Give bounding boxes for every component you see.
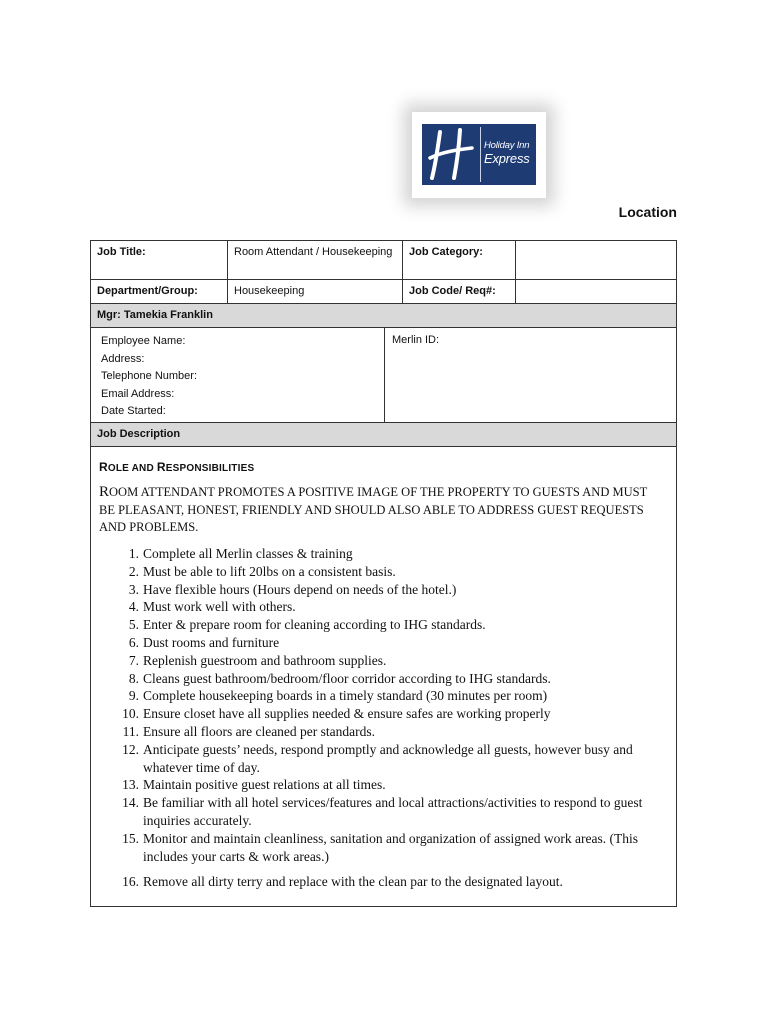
department-label: Department/Group: [97, 285, 198, 297]
duty-text: Ensure closet have all supplies needed & ensure safes are working properly [143, 706, 551, 722]
duty-item [99, 563, 671, 581]
duty-item [99, 670, 671, 688]
job-code-value [515, 280, 676, 303]
duty-number: 2. [128, 563, 139, 579]
manager-label: Mgr: Tamekia Franklin [97, 309, 213, 321]
duty-number: 6. [128, 634, 139, 650]
holiday-inn-express-logo [422, 124, 536, 185]
h-monogram-icon [426, 128, 478, 182]
intro-rest: OOM ATTENDANT PROMOTES A POSITIVE IMAGE OF THE PROPERTY TO GUESTS AND MUST BE PLEASANT, HONEST, FRIENDLY AND SHOULD ALSO ABLE TO ADDRESS GUEST REQUESTS AND PROBLEMS. [99, 485, 647, 534]
row-employee [91, 328, 676, 423]
duty-number: 14. [122, 795, 139, 811]
duty-number: 10. [122, 706, 139, 722]
logo-divider [480, 127, 481, 182]
employee-name-label: Employee Name: [101, 335, 186, 347]
duty-text: Complete all Merlin classes & training [143, 546, 353, 561]
address-label: Address: [101, 352, 145, 365]
duty-text: Replenish guestroom and bathroom supplies. [143, 652, 387, 668]
duty-number: 13. [122, 777, 139, 793]
duty-text: Enter & prepare room for cleaning according to IHG standards. [143, 617, 486, 633]
duty-text: Remove all dirty terry and replace with the clean par to the designated layout. [143, 874, 563, 890]
duty-item [99, 687, 671, 705]
role-title-cap-a: R [99, 460, 108, 474]
duty-text: Cleans guest bathroom/bedroom/floor corridor according to IHG standards. [143, 670, 551, 686]
duty-item [99, 723, 671, 741]
duty-number: 5. [128, 617, 139, 633]
duty-number: 9. [128, 688, 139, 704]
duty-number: 12. [122, 741, 139, 757]
duty-text: Must work well with others. [143, 599, 296, 615]
duty-text: Be familiar with all hotel services/features and local attractions/activities to respond to guest inquiries accurately. [143, 795, 643, 828]
department-value: Housekeeping [227, 280, 402, 303]
duty-text: Complete housekeeping boards in a timely standard (30 minutes per room) [143, 688, 548, 704]
job-title-value: Room Attendant / Housekeeping [227, 241, 402, 279]
duty-text: Maintain positive guest relations at all times. [143, 777, 386, 793]
row-manager [91, 304, 676, 328]
duty-item [99, 705, 671, 723]
row-job-title [91, 241, 676, 280]
location-heading: Location [618, 204, 677, 220]
role-intro-paragraph [99, 484, 659, 537]
duty-number: 16. [122, 874, 139, 890]
job-form [90, 240, 677, 907]
duty-text: Monitor and maintain cleanliness, sanitation and organization of assigned work areas. (This includes your carts & work areas.) [143, 830, 638, 864]
merlin-id-cell [384, 328, 676, 422]
duty-item [99, 616, 671, 634]
duty-text: Ensure all floors are cleaned per standards. [143, 723, 376, 739]
duty-item [99, 741, 671, 777]
duty-number: 3. [128, 581, 139, 597]
telephone-label: Telephone Number: [101, 370, 198, 382]
role-title-rest-a: OLE AND [107, 463, 157, 474]
duty-item [99, 830, 671, 866]
duty-item [99, 652, 671, 670]
duty-item [99, 634, 671, 652]
duty-item [99, 581, 671, 599]
job-category-label: Job Category: [402, 241, 515, 279]
duty-text: Anticipate guests’ needs, respond promptly and acknowledge all guests, however busy and whatever time of day. [143, 741, 633, 775]
duty-text: Must be able to lift 20lbs on a consistent basis. [143, 563, 396, 579]
job-description-label: Job Description [97, 428, 181, 440]
merlin-id-label: Merlin ID: [392, 334, 440, 346]
duty-number: 4. [128, 599, 139, 615]
intro-cap: R [99, 484, 110, 500]
duty-item [99, 794, 671, 830]
duty-text: Dust rooms and furniture [143, 634, 280, 650]
duty-item [99, 873, 671, 891]
logo-frame [412, 112, 546, 198]
job-code-label: Job Code/ Req#: [402, 280, 515, 303]
role-title-cap-b: R [156, 460, 166, 474]
duty-number: 7. [128, 652, 139, 668]
duty-number: 15. [122, 830, 139, 846]
role-responsibilities-heading [99, 460, 254, 474]
role-title-rest-b: ESPONSIBILITIES [165, 463, 255, 474]
duties-list [99, 545, 671, 891]
email-label: Email Address: [101, 387, 175, 400]
logo-text-line2: Express [484, 151, 530, 166]
date-started-label: Date Started: [101, 405, 166, 417]
employee-info-lines [101, 333, 197, 421]
job-title-label: Job Title: [97, 246, 146, 258]
employee-info-cell [91, 328, 384, 422]
duty-number: 1. [128, 546, 139, 561]
duty-number: 8. [128, 670, 139, 686]
job-category-value [515, 241, 676, 279]
duty-text: Have flexible hours (Hours depend on needs of the hotel.) [143, 581, 457, 597]
row-department [91, 280, 676, 304]
duty-item [99, 776, 671, 794]
duty-item [99, 545, 671, 563]
row-job-description [91, 423, 676, 447]
duty-number: 11. [122, 723, 139, 739]
logo-text-line1: Holiday Inn [484, 140, 530, 151]
duty-item [99, 598, 671, 616]
